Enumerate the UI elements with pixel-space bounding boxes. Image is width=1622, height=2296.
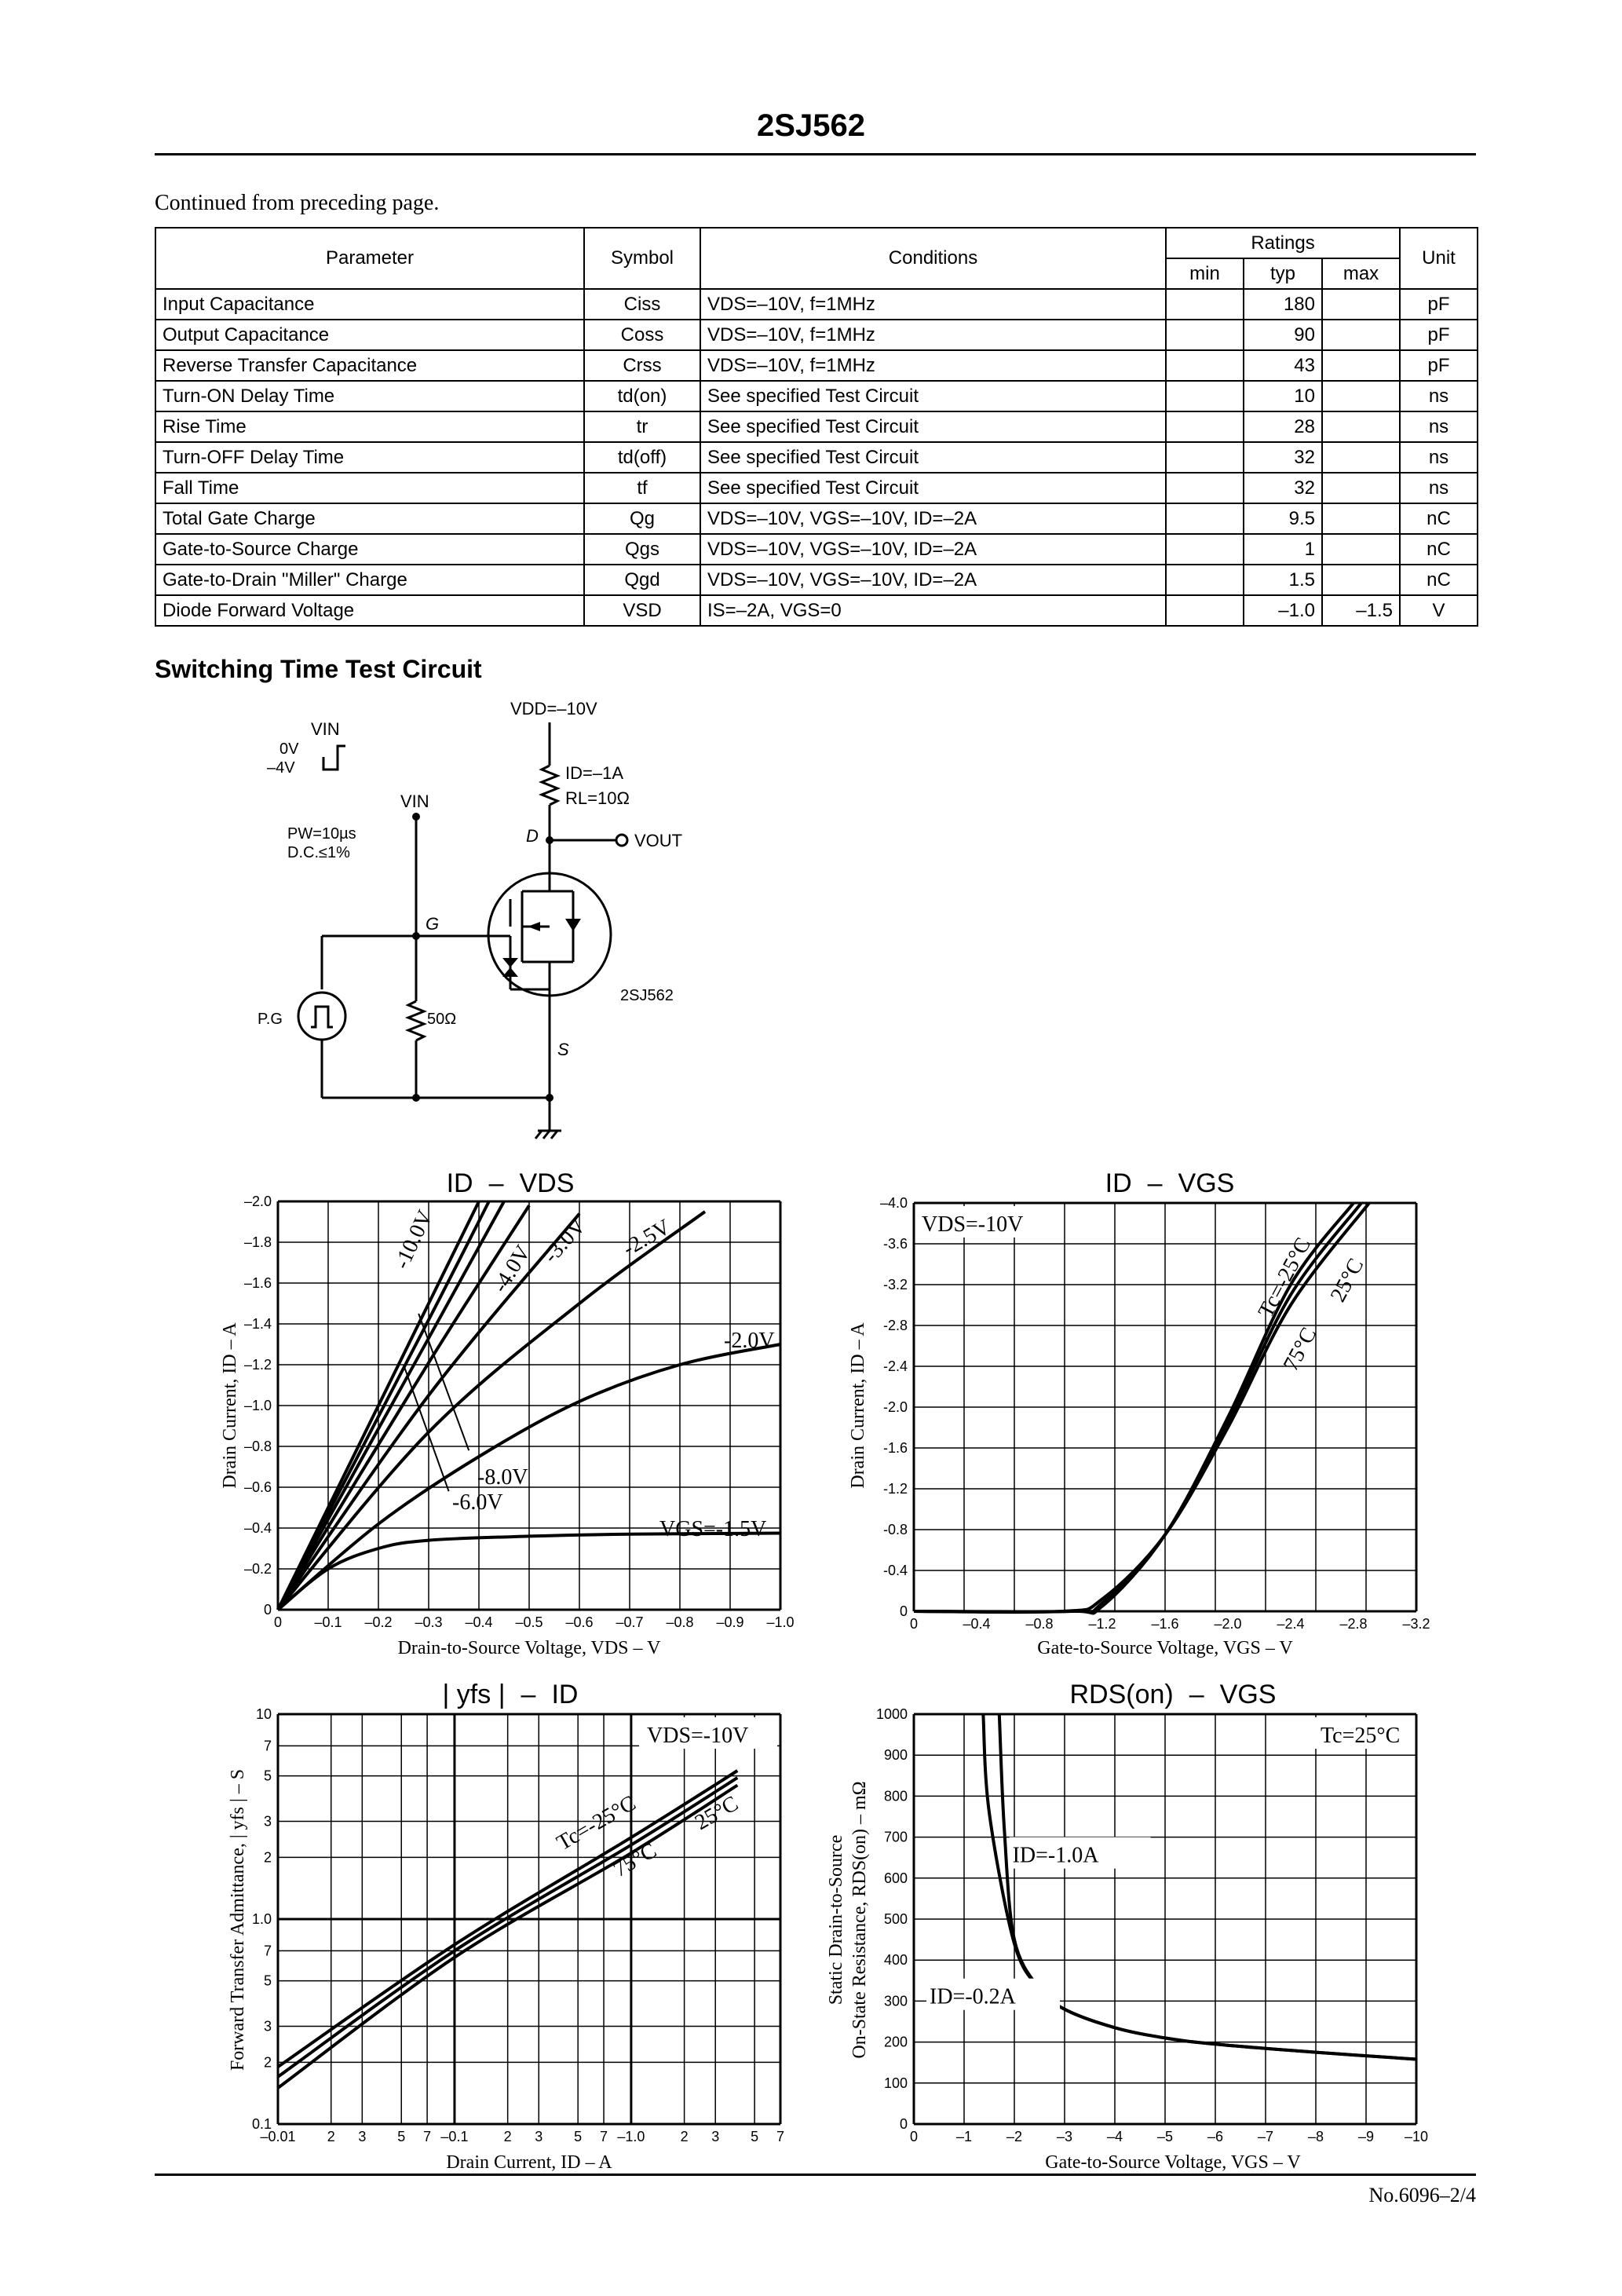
x-axis-label: Gate-to-Source Voltage, VGS – V xyxy=(1045,2152,1301,2173)
header-rule xyxy=(155,153,1476,155)
title-sep: – xyxy=(1189,1680,1204,1709)
cell-max: –1.5 xyxy=(1322,595,1400,626)
title-part: VGS xyxy=(1219,1680,1277,1709)
y-tick-label: 5 xyxy=(263,1972,272,1989)
y-axis-label: Drain Current, ID – A xyxy=(848,1322,868,1489)
table-row xyxy=(155,565,1478,595)
table-row xyxy=(155,534,1478,565)
x-tick-label: –2.8 xyxy=(1339,1616,1368,1632)
y-tick-label: 0.1 xyxy=(251,2116,272,2132)
switching-circuit xyxy=(251,691,738,1146)
x-tick-label: –1.0 xyxy=(766,1614,795,1630)
x-tick-label: 7 xyxy=(423,2129,432,2144)
spec-table xyxy=(155,227,1478,627)
x-tick-label: 2 xyxy=(503,2129,512,2144)
cell-typ: –1.0 xyxy=(1244,595,1322,626)
cell-min xyxy=(1166,381,1244,411)
y-tick-label: 900 xyxy=(883,1747,908,1764)
x-tick-label: –3 xyxy=(1056,2129,1073,2144)
series-annotation: -3.0V xyxy=(539,1213,591,1268)
cell-unit: nC xyxy=(1400,565,1478,595)
x-tick-label: 7 xyxy=(776,2129,785,2144)
cell-min xyxy=(1166,442,1244,473)
table-row xyxy=(155,503,1478,534)
vout-terminal xyxy=(616,835,627,846)
cell-parameter: Turn-ON Delay Time xyxy=(155,381,584,411)
annotation-pointer xyxy=(404,1365,449,1491)
y-tick-label: –0.2 xyxy=(243,1561,272,1577)
y-tick-label: 10 xyxy=(255,1706,272,1722)
x-tick-label: 3 xyxy=(358,2129,367,2144)
cell-min xyxy=(1166,320,1244,350)
y-tick-label: –1.6 xyxy=(243,1275,272,1291)
r50-label: 50Ω xyxy=(427,1011,457,1028)
cell-typ: 90 xyxy=(1244,320,1322,350)
header-unit: Unit xyxy=(1400,228,1478,289)
pulse-low-label: –4V xyxy=(267,759,295,777)
circuit-title: Switching Time Test Circuit xyxy=(155,655,482,683)
cell-min xyxy=(1166,350,1244,381)
vdd-label: VDD=–10V xyxy=(510,699,597,718)
series-annotation: -4.0V xyxy=(488,1241,536,1297)
y-tick-label: 3 xyxy=(263,2018,272,2035)
series-annotation: -6.0V xyxy=(452,1490,503,1515)
x-tick-label: –6 xyxy=(1207,2129,1224,2144)
footer-rule xyxy=(155,2174,1476,2176)
header-parameter: Parameter xyxy=(155,228,584,289)
cell-symbol: tf xyxy=(584,473,700,503)
cell-unit: pF xyxy=(1400,289,1478,320)
series-annotation: ID=-1.0A xyxy=(1012,1843,1099,1868)
cell-parameter: Input Capacitance xyxy=(155,289,584,320)
document-title: 2SJ562 xyxy=(757,108,865,143)
x-tick-label: 3 xyxy=(711,2129,720,2144)
pg-label: P.G xyxy=(258,1011,283,1028)
gate-diode-icon xyxy=(502,958,518,967)
cell-parameter: Total Gate Charge xyxy=(155,503,584,534)
cell-parameter: Rise Time xyxy=(155,411,584,442)
cell-typ: 180 xyxy=(1244,289,1322,320)
cell-parameter: Diode Forward Voltage xyxy=(155,595,584,626)
y-tick-label: 5 xyxy=(263,1768,272,1784)
cell-parameter: Reverse Transfer Capacitance xyxy=(155,350,584,381)
pulse-generator-icon xyxy=(298,993,345,1040)
x-tick-label: –2.4 xyxy=(1277,1616,1305,1632)
cell-max xyxy=(1322,411,1400,442)
y-tick-label: 800 xyxy=(883,1788,908,1804)
cell-typ: 43 xyxy=(1244,350,1322,381)
cell-unit: ns xyxy=(1400,473,1478,503)
vin-label: VIN xyxy=(400,792,429,811)
title-sep: – xyxy=(488,1168,504,1198)
x-tick-label: –0.4 xyxy=(465,1614,493,1630)
y-tick-label: –0.6 xyxy=(243,1479,272,1495)
cell-symbol: Coss xyxy=(584,320,700,350)
cell-unit: pF xyxy=(1400,320,1478,350)
cell-unit: ns xyxy=(1400,381,1478,411)
cell-symbol: VSD xyxy=(584,595,700,626)
x-tick-label: –1 xyxy=(955,2129,973,2144)
condition-label: VDS=-10V xyxy=(922,1212,1024,1237)
x-tick-label: –0.9 xyxy=(716,1614,744,1630)
cell-unit: nC xyxy=(1400,503,1478,534)
table-row xyxy=(155,289,1478,320)
pw-label: PW=10µs xyxy=(287,825,356,843)
y-tick-label: -0.8 xyxy=(882,1522,908,1537)
y-tick-label: 500 xyxy=(883,1911,908,1927)
rl-label: RL=10Ω xyxy=(565,788,630,808)
x-tick-label: –3.2 xyxy=(1402,1616,1430,1632)
series-annotation: Tc=-25°C xyxy=(1253,1234,1317,1322)
y-tick-label: 2 xyxy=(263,1849,272,1866)
x-tick-label: –0.3 xyxy=(415,1614,443,1630)
x-tick-label: –0.5 xyxy=(515,1614,543,1630)
series-annotation: 75°C xyxy=(1278,1323,1322,1376)
chart-title xyxy=(1070,1680,1277,1709)
load-resistor-icon xyxy=(542,766,557,805)
cell-unit: nC xyxy=(1400,534,1478,565)
x-tick-label: –0.8 xyxy=(666,1614,694,1630)
cell-max xyxy=(1322,473,1400,503)
dc-label: D.C.≤1% xyxy=(287,844,350,861)
x-tick-label: –2 xyxy=(1006,2129,1023,2144)
y-tick-label: 0 xyxy=(899,1603,908,1619)
cell-parameter: Turn-OFF Delay Time xyxy=(155,442,584,473)
y-tick-label: 600 xyxy=(883,1870,908,1886)
x-tick-label: –2.0 xyxy=(1214,1616,1242,1632)
pulse-high-label: 0V xyxy=(279,740,299,758)
header-ratings: Ratings xyxy=(1166,228,1400,258)
cell-conditions: IS=–2A, VGS=0 xyxy=(700,595,1166,626)
cell-parameter: Gate-to-Drain "Miller" Charge xyxy=(155,565,584,595)
y-tick-label: 1000 xyxy=(875,1706,908,1722)
cell-symbol: Qgd xyxy=(584,565,700,595)
cell-min xyxy=(1166,289,1244,320)
cell-min xyxy=(1166,565,1244,595)
y-tick-label: 3 xyxy=(263,1813,272,1830)
x-tick-label: –10 xyxy=(1404,2129,1429,2144)
y-tick-label: 0 xyxy=(263,1602,272,1618)
y-tick-label: 7 xyxy=(263,1738,272,1754)
chart-yfs-id xyxy=(212,1676,809,2195)
vin-pulse-label: VIN xyxy=(311,719,340,739)
cell-typ: 9.5 xyxy=(1244,503,1322,534)
x-tick-label: 5 xyxy=(574,2129,583,2144)
cell-max xyxy=(1322,442,1400,473)
table-row xyxy=(155,442,1478,473)
y-tick-label: -2.4 xyxy=(882,1358,908,1374)
chart-id-vgs xyxy=(840,1162,1437,1680)
x-tick-label: –0.7 xyxy=(616,1614,644,1630)
x-tick-label: 2 xyxy=(680,2129,689,2144)
x-tick-label: –7 xyxy=(1257,2129,1274,2144)
chart-id-vds xyxy=(212,1162,809,1680)
cell-symbol: tr xyxy=(584,411,700,442)
title-sep: – xyxy=(1147,1168,1163,1198)
continued-note: Continued from preceding page. xyxy=(155,191,440,215)
cell-symbol: td(on) xyxy=(584,381,700,411)
table-row xyxy=(155,595,1478,626)
title-part: RDS(on) xyxy=(1069,1680,1174,1709)
series-annotation: -2.0V xyxy=(724,1329,775,1353)
cell-conditions: VDS=–10V, VGS=–10V, ID=–2A xyxy=(700,534,1166,565)
cell-min xyxy=(1166,411,1244,442)
y-tick-label: 1.0 xyxy=(251,1911,272,1927)
condition-label: VDS=-10V xyxy=(647,1724,749,1748)
y-tick-label: –2.0 xyxy=(243,1194,272,1209)
x-tick-label: –1.6 xyxy=(1151,1616,1179,1632)
cell-typ: 1.5 xyxy=(1244,565,1322,595)
x-axis-label: Gate-to-Source Voltage, VGS – V xyxy=(1037,1638,1293,1658)
x-tick-label: –8 xyxy=(1307,2129,1324,2144)
cell-typ: 1 xyxy=(1244,534,1322,565)
x-axis-label: Drain Current, ID – A xyxy=(446,2152,612,2173)
cell-max xyxy=(1322,289,1400,320)
y-tick-label: –0.4 xyxy=(243,1520,272,1536)
cell-conditions: VDS=–10V, VGS=–10V, ID=–2A xyxy=(700,503,1166,534)
y-tick-label: -3.6 xyxy=(882,1236,908,1252)
device-label: 2SJ562 xyxy=(620,987,674,1004)
page-number: No.6096–2/4 xyxy=(1368,2184,1476,2206)
cell-max xyxy=(1322,565,1400,595)
table-row xyxy=(155,381,1478,411)
spec-table-body xyxy=(155,289,1478,626)
cell-typ: 32 xyxy=(1244,473,1322,503)
title-part: | yfs | xyxy=(442,1680,506,1709)
y-tick-label: 2 xyxy=(263,2054,272,2071)
x-tick-label: 5 xyxy=(397,2129,406,2144)
x-axis-label: Drain-to-Source Voltage, VDS – V xyxy=(397,1638,661,1658)
cell-parameter: Output Capacitance xyxy=(155,320,584,350)
y-tick-label: -1.6 xyxy=(882,1440,908,1456)
x-tick-label: –0.8 xyxy=(1025,1616,1054,1632)
y-tick-label: 200 xyxy=(883,2034,908,2050)
x-tick-label: –0.6 xyxy=(565,1614,594,1630)
cell-unit: ns xyxy=(1400,442,1478,473)
y-tick-label: 300 xyxy=(883,1993,908,2009)
x-tick-label: –1.2 xyxy=(1088,1616,1116,1632)
cell-symbol: Ciss xyxy=(584,289,700,320)
cell-typ: 28 xyxy=(1244,411,1322,442)
cell-conditions: See specified Test Circuit xyxy=(700,442,1166,473)
x-tick-label: –1.0 xyxy=(617,2129,645,2144)
x-tick-label: 0 xyxy=(909,2129,919,2144)
cell-conditions: VDS=–10V, VGS=–10V, ID=–2A xyxy=(700,565,1166,595)
x-tick-label: –0.4 xyxy=(963,1616,991,1632)
chart-rds-vgs xyxy=(824,1676,1437,2195)
y-tick-label: -2.8 xyxy=(882,1318,908,1333)
series-annotation: Tc=-25°C xyxy=(553,1790,641,1856)
y-tick-label: 700 xyxy=(883,1829,908,1845)
y-tick-label: –0.8 xyxy=(243,1439,272,1454)
series-annotation: 25°C xyxy=(691,1791,743,1836)
cell-conditions: See specified Test Circuit xyxy=(700,411,1166,442)
chart-title xyxy=(447,1168,575,1198)
x-tick-label: –0.2 xyxy=(364,1614,393,1630)
y-tick-label: -0.4 xyxy=(882,1563,908,1578)
cell-conditions: See specified Test Circuit xyxy=(700,473,1166,503)
series-annotation: -10.0V xyxy=(389,1206,438,1273)
cell-max xyxy=(1322,381,1400,411)
drain-label: D xyxy=(526,826,539,846)
x-tick-label: 2 xyxy=(327,2129,335,2144)
chart-title xyxy=(1105,1168,1235,1198)
series-line xyxy=(278,1212,705,1610)
title-part: VGS xyxy=(1178,1168,1235,1198)
title-part: ID xyxy=(1105,1168,1132,1198)
series-annotation: -8.0V xyxy=(477,1465,528,1490)
cell-typ: 32 xyxy=(1244,442,1322,473)
series-annotation: ID=-0.2A xyxy=(930,1984,1016,2009)
cell-max xyxy=(1322,320,1400,350)
x-tick-label: 7 xyxy=(600,2129,608,2144)
x-tick-label: –0.01 xyxy=(260,2129,296,2144)
y-tick-label: -2.0 xyxy=(882,1399,908,1415)
y-axis-label: On-State Resistance, RDS(on) – mΩ xyxy=(849,1781,870,2059)
x-tick-label: –4 xyxy=(1106,2129,1123,2144)
cell-unit: V xyxy=(1400,595,1478,626)
gate-label: G xyxy=(426,914,440,934)
condition-label: Tc=25°C xyxy=(1321,1724,1401,1748)
x-tick-label: –5 xyxy=(1156,2129,1174,2144)
vout-label: VOUT xyxy=(634,831,683,850)
x-tick-label: –0.1 xyxy=(440,2129,469,2144)
cell-parameter: Gate-to-Source Charge xyxy=(155,534,584,565)
y-tick-label: 100 xyxy=(883,2075,908,2091)
series-annotation: VGS=-1.5V xyxy=(659,1517,767,1541)
x-tick-label: 0 xyxy=(273,1614,283,1630)
header-symbol: Symbol xyxy=(584,228,700,289)
y-axis-label: Forward Transfer Admittance, | yfs | – S xyxy=(228,1768,248,2071)
y-tick-label: -3.2 xyxy=(882,1277,908,1292)
y-tick-label: 400 xyxy=(883,1952,908,1969)
x-tick-label: 0 xyxy=(909,1616,919,1632)
title-part: VDS xyxy=(519,1168,575,1198)
cell-symbol: Qg xyxy=(584,503,700,534)
cell-typ: 10 xyxy=(1244,381,1322,411)
y-tick-label: –4.0 xyxy=(879,1195,908,1211)
cell-max xyxy=(1322,350,1400,381)
chart-title xyxy=(443,1680,579,1709)
source-label: S xyxy=(557,1040,569,1059)
y-tick-label: –1.0 xyxy=(243,1398,272,1413)
cell-unit: ns xyxy=(1400,411,1478,442)
cell-symbol: Qgs xyxy=(584,534,700,565)
y-tick-label: –1.8 xyxy=(243,1234,272,1250)
y-axis-label: Drain Current, ID – A xyxy=(220,1322,240,1489)
series-annotation: 75°C xyxy=(609,1838,661,1883)
body-diode-icon xyxy=(565,919,581,931)
x-tick-label: –9 xyxy=(1357,2129,1375,2144)
y-tick-label: 0 xyxy=(899,2116,908,2132)
title-part: ID xyxy=(446,1168,473,1198)
id-label: ID=–1A xyxy=(565,763,623,783)
cell-conditions: See specified Test Circuit xyxy=(700,381,1166,411)
cell-symbol: td(off) xyxy=(584,442,700,473)
table-row xyxy=(155,320,1478,350)
y-tick-label: –1.2 xyxy=(243,1357,272,1373)
header-conditions: Conditions xyxy=(700,228,1166,289)
y-tick-label: –1.4 xyxy=(243,1316,272,1332)
header-typ: typ xyxy=(1244,258,1322,289)
series-annotation: 25°C xyxy=(1325,1254,1369,1307)
header-min: min xyxy=(1166,258,1244,289)
title-sep: – xyxy=(521,1680,536,1709)
cell-conditions: VDS=–10V, f=1MHz xyxy=(700,320,1166,350)
cell-symbol: Crss xyxy=(584,350,700,381)
y-tick-label: -1.2 xyxy=(882,1481,908,1497)
cell-min xyxy=(1166,595,1244,626)
x-tick-label: 3 xyxy=(535,2129,543,2144)
title-part: ID xyxy=(551,1680,579,1709)
series-annotation: -2.5V xyxy=(619,1214,675,1262)
cell-min xyxy=(1166,503,1244,534)
cell-conditions: VDS=–10V, f=1MHz xyxy=(700,350,1166,381)
cell-max xyxy=(1322,503,1400,534)
header-max: max xyxy=(1322,258,1400,289)
table-row xyxy=(155,473,1478,503)
y-axis-label: Static Drain-to-Source xyxy=(826,1834,846,2005)
cell-min xyxy=(1166,534,1244,565)
input-pulse-icon xyxy=(323,746,345,770)
cell-conditions: VDS=–10V, f=1MHz xyxy=(700,289,1166,320)
resistor-50-icon xyxy=(408,1001,424,1040)
cell-parameter: Fall Time xyxy=(155,473,584,503)
cell-unit: pF xyxy=(1400,350,1478,381)
x-tick-label: –0.1 xyxy=(314,1614,342,1630)
y-tick-label: 7 xyxy=(263,1943,272,1959)
table-row xyxy=(155,411,1478,442)
cell-min xyxy=(1166,473,1244,503)
x-tick-label: 5 xyxy=(751,2129,759,2144)
table-row xyxy=(155,350,1478,381)
cell-max xyxy=(1322,534,1400,565)
